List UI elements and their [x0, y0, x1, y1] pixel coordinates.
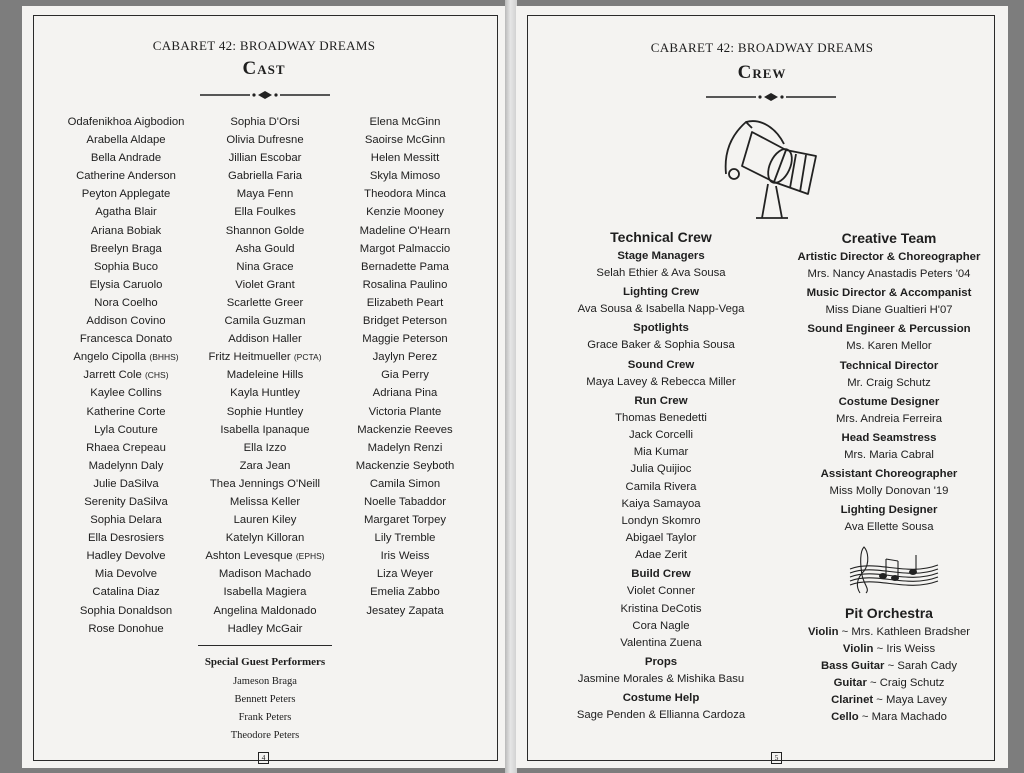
cast-member-name: Nora Coelho	[94, 296, 158, 309]
cast-member-name: Gia Perry	[381, 369, 429, 382]
cast-member	[52, 149, 200, 167]
cast-member	[330, 203, 480, 221]
cast-member	[52, 258, 200, 276]
page-number: 4	[258, 752, 269, 764]
cast-member-name: Mia Devolve	[94, 568, 158, 581]
ornament-divider-icon	[706, 92, 836, 102]
cast-member-name: Isabella Magiera	[223, 586, 307, 599]
role-title: Music Director & Accompanist	[806, 287, 972, 300]
cast-member	[190, 185, 340, 203]
cast-member	[190, 258, 340, 276]
cast-member-name: Shannon Golde	[225, 224, 305, 237]
cast-member-name: Addison Covino	[86, 315, 166, 328]
player: Mara Machado	[871, 711, 947, 724]
guest-performer: Bennett Peters	[234, 694, 296, 705]
cast-member	[52, 203, 200, 221]
crew-name: Grace Baker & Sophia Sousa	[587, 339, 735, 352]
cast-member-name: Camila Simon	[369, 477, 441, 490]
instrument: Cello	[831, 711, 859, 724]
role-title: Assistant Choreographer	[820, 468, 958, 481]
cast-member	[190, 493, 340, 511]
cast-member	[190, 529, 340, 547]
cast-member	[190, 457, 340, 475]
cast-member-name: Thea Jennings O'Neill	[209, 477, 321, 490]
cast-member	[330, 330, 480, 348]
cast-member-name: Gabriella Faria	[227, 170, 303, 183]
cast-member-name: Francesca Donato	[79, 333, 173, 346]
cast-member-name: Sophia Donaldson	[79, 604, 173, 617]
cast-member	[330, 457, 480, 475]
crew-name: Camila Rivera	[625, 480, 697, 493]
cast-member	[190, 602, 340, 620]
role-title: Costume Designer	[838, 395, 940, 408]
cast-member	[190, 167, 340, 185]
cast-member-name: Kaylee Collins	[90, 387, 162, 400]
cast-member-name: Iris Weiss	[380, 550, 430, 563]
crew-name: Kaiya Samayoa	[621, 497, 701, 510]
role-title: Technical Director	[839, 359, 939, 372]
crew-name: Ms. Karen Mellor	[846, 340, 932, 353]
cast-member-name: Hadley Devolve	[86, 550, 166, 563]
crew-name: Abigael Taylor	[625, 532, 697, 545]
cast-member	[190, 366, 340, 384]
cast-member-name: Violet Grant	[235, 278, 295, 291]
ornament-divider-icon	[200, 90, 330, 100]
player: Sarah Cady	[897, 660, 957, 673]
crew-name: Violet Conner	[626, 585, 696, 598]
cast-member	[190, 222, 340, 240]
cast-member	[52, 565, 200, 583]
show-title: CABARET 42: BROADWAY DREAMS	[152, 38, 376, 53]
cast-member	[52, 330, 200, 348]
cast-member-name: Madison Machado	[218, 568, 312, 581]
cast-member	[330, 131, 480, 149]
cast-member-name: Theodora Minca	[364, 188, 446, 201]
player: Mrs. Kathleen Bradsher	[851, 626, 971, 638]
cast-member-name: Peyton Applegate	[81, 188, 171, 201]
crew-name: Kristina DeCotis	[620, 602, 702, 615]
cast-member	[52, 167, 200, 185]
school-note: (PCTA)	[293, 352, 322, 363]
cast-member-name: Camila Guzman	[224, 315, 306, 328]
cast-member-name: Rose Donohue	[88, 622, 164, 635]
cast-member-name: Agatha Blair	[95, 206, 157, 219]
cast-member-name: Ella Foulkes	[234, 206, 296, 219]
crew-heading: Crew	[737, 62, 787, 83]
cast-column-3	[330, 113, 480, 620]
cast-member	[52, 583, 200, 601]
cast-member	[190, 312, 340, 330]
cast-member	[330, 493, 480, 511]
cast-member-name: Serenity DaSilva	[84, 495, 168, 508]
cast-member	[190, 403, 340, 421]
creative-heading: Creative Team	[841, 230, 937, 246]
cast-member-name: Elysia Caruolo	[89, 278, 163, 291]
cast-member	[330, 439, 480, 457]
cast-member	[52, 131, 200, 149]
show-title: CABARET 42: BROADWAY DREAMS	[650, 40, 874, 55]
cast-heading: Cast	[242, 58, 286, 79]
role-title: Stage Managers	[617, 250, 705, 262]
cast-member-name: Odafenikhoa Aigbodion	[67, 116, 185, 128]
cast-member	[52, 602, 200, 620]
cast-member-name: Bella Andrade	[90, 152, 162, 165]
crew-name: Ava Ellette Sousa	[844, 521, 934, 534]
cast-member	[52, 113, 200, 131]
cast-member-name: Jaylyn Perez	[372, 351, 438, 364]
cast-member	[330, 475, 480, 493]
player: Maya Lavey	[886, 694, 947, 707]
cast-member	[330, 185, 480, 203]
cast-member-name: Hadley McGair	[227, 622, 303, 635]
cast-member	[330, 312, 480, 330]
cast-member-name: Bridget Peterson	[362, 315, 448, 328]
cast-member	[52, 366, 200, 384]
cast-member-name: Bernadette Pama	[361, 260, 449, 273]
cast-member-name: Liza Weyer	[376, 568, 434, 581]
role-title: Run Crew	[634, 394, 688, 407]
cast-member	[52, 240, 200, 258]
role-title: Build Crew	[631, 568, 691, 581]
cast-member-name: Angelo Cipolla	[73, 351, 147, 364]
cast-member-name: Victoria Plante	[368, 405, 442, 418]
cast-member-name: Jarrett Cole	[83, 369, 142, 382]
crew-name: Miss Molly Donovan '19	[829, 485, 949, 498]
guest-performer: Frank Peters	[238, 712, 292, 723]
cast-member-name: Katherine Corte	[86, 405, 166, 418]
cast-member-name: Madelyn Renzi	[367, 441, 443, 454]
cast-member	[330, 547, 480, 565]
crew-name: Mrs. Maria Cabral	[844, 448, 934, 461]
left-page	[22, 6, 506, 768]
cast-member	[330, 149, 480, 167]
role-title: Sound Engineer & Percussion	[807, 323, 971, 336]
cast-member-name: Julie DaSilva	[93, 477, 159, 490]
spotlight-icon	[716, 114, 826, 222]
role-title: Artistic Director & Choreographer	[797, 251, 981, 263]
cast-member-name: Sophie Huntley	[226, 405, 304, 418]
cast-member-name: Rhaea Crepeau	[86, 441, 166, 454]
role-title: Props	[644, 656, 678, 669]
cast-member-name: Elizabeth Peart	[366, 296, 444, 309]
pit-member: Violin ~ Mrs. Kathleen Bradsher	[807, 626, 971, 638]
cast-member-name: Noelle Tabaddor	[363, 495, 447, 508]
cast-member-name: Skyla Mimoso	[369, 170, 441, 183]
crew-name: Ava Sousa & Isabella Napp-Vega	[577, 303, 745, 316]
music-notes-icon	[846, 541, 941, 596]
crew-name: Thomas Benedetti	[615, 411, 707, 424]
cast-member	[190, 348, 340, 366]
cast-member	[52, 620, 200, 638]
crew-name: Sage Penden & Ellianna Cardoza	[576, 709, 746, 722]
cast-member-name: Kayla Huntley	[230, 387, 300, 400]
cast-column-2	[190, 113, 340, 638]
cast-member-name: Ashton Levesque	[205, 550, 293, 563]
cast-member-name: Ella Desrosiers	[88, 532, 164, 545]
cast-member-name: Adriana Pina	[372, 387, 438, 400]
pit-orchestra-heading: Pit Orchestra	[845, 605, 933, 621]
cast-member	[190, 149, 340, 167]
cast-member	[52, 403, 200, 421]
cast-member	[330, 583, 480, 601]
cast-member-name: Katelyn Killoran	[225, 532, 305, 545]
technical-heading: Technical Crew	[610, 229, 712, 245]
spacer	[556, 725, 766, 727]
pit-member: Clarinet ~ Maya Lavey	[831, 694, 947, 707]
guest-performers-heading: Special Guest Performers	[204, 656, 326, 668]
cast-member	[330, 565, 480, 583]
crew-name: Selah Ethier & Ava Sousa	[596, 267, 726, 279]
cast-member	[52, 475, 200, 493]
cast-member-name: Jillian Escobar	[228, 152, 302, 165]
cast-member	[52, 529, 200, 547]
cast-member	[330, 167, 480, 185]
cast-member-name: Catherine Anderson	[76, 170, 176, 183]
crew-name: Cora Nagle	[632, 619, 690, 632]
cast-member-name: Maggie Peterson	[362, 333, 448, 346]
role-title: Sound Crew	[627, 358, 695, 371]
crew-name: Mr. Craig Schutz	[847, 376, 931, 389]
cast-member-name: Catalina Diaz	[92, 586, 160, 599]
crew-name: Valentina Zuena	[620, 637, 702, 649]
page-number: 5	[771, 752, 782, 764]
cast-member	[330, 529, 480, 547]
cast-member-name: Margaret Torpey	[363, 514, 447, 527]
cast-member	[330, 348, 480, 366]
pit-orchestra-section	[784, 603, 994, 727]
cast-member	[190, 421, 340, 439]
cast-member	[190, 384, 340, 402]
cast-member-name: Madelynn Daly	[88, 459, 164, 472]
cast-member-name: Angelina Maldonado	[213, 604, 317, 617]
cast-member	[330, 403, 480, 421]
role-title: Lighting Designer	[840, 504, 938, 517]
cast-member	[52, 348, 200, 366]
cast-member-name: Scarlette Greer	[226, 296, 304, 309]
cast-member	[330, 384, 480, 402]
cast-member-name: Mackenzie Seyboth	[355, 459, 455, 472]
cast-member-name: Elena McGinn	[369, 116, 441, 128]
cast-member-name: Addison Haller	[228, 333, 302, 346]
role-title: Lighting Crew	[623, 286, 699, 299]
divider	[198, 645, 332, 646]
crew-name: Maya Lavey & Rebecca Miller	[586, 375, 736, 388]
technical-crew-section	[556, 226, 766, 727]
guest-performers-list	[182, 673, 348, 745]
cast-column-1	[52, 113, 200, 638]
crew-name: Mrs. Andreia Ferreira	[835, 412, 943, 425]
cast-member-name: Fritz Heitmueller	[208, 351, 291, 364]
cast-member-name: Maya Fenn	[236, 188, 294, 201]
cast-member	[330, 366, 480, 384]
guest-performer: Jameson Braga	[233, 676, 297, 687]
instrument: Violin	[842, 643, 874, 656]
cast-member-name: Sophia D'Orsi	[230, 116, 300, 128]
cast-member	[190, 583, 340, 601]
cast-member-name: Helen Messitt	[370, 152, 440, 165]
cast-member-name: Jesatey Zapata	[366, 604, 444, 617]
player: Iris Weiss	[886, 643, 936, 656]
crew-name: Londyn Skomro	[621, 514, 701, 527]
cast-member-name: Mackenzie Reeves	[357, 423, 453, 436]
cast-member	[190, 203, 340, 221]
cast-member-name: Arabella Aldape	[86, 134, 166, 147]
cast-member	[52, 439, 200, 457]
instrument: Clarinet	[831, 694, 874, 707]
cast-member-name: Melissa Keller	[229, 495, 301, 508]
instrument: Guitar	[833, 677, 867, 690]
cast-member	[330, 240, 480, 258]
pit-member: Bass Guitar ~ Sarah Cady	[821, 660, 957, 673]
cast-member	[330, 421, 480, 439]
cast-member	[190, 276, 340, 294]
right-page	[516, 6, 1008, 768]
cast-member-name: Sophia Buco	[93, 260, 159, 273]
school-note: (BHHS)	[149, 352, 179, 363]
role-title: Head Seamstress	[841, 431, 937, 444]
crew-name: Miss Diane Gualtieri H'07	[825, 304, 953, 317]
cast-member	[52, 185, 200, 203]
cast-member	[52, 222, 200, 240]
role-title: Spotlights	[633, 322, 689, 335]
cast-member-name: Ella Izzo	[243, 441, 287, 454]
pit-member: Guitar ~ Craig Schutz	[833, 677, 945, 690]
cast-member-name: Sophia Delara	[90, 514, 162, 527]
cast-member-name: Madeleine Hills	[226, 369, 304, 382]
cast-member	[190, 294, 340, 312]
cast-member-name: Olivia Dufresne	[226, 134, 304, 147]
crew-name: Adae Zerit	[634, 549, 688, 562]
player: Craig Schutz	[879, 677, 945, 690]
crew-name: Mia Kumar	[633, 446, 689, 459]
cast-member	[52, 276, 200, 294]
cast-member-name: Lauren Kiley	[233, 514, 297, 527]
cast-member	[190, 113, 340, 131]
cast-member-name: Isabella Ipanaque	[220, 423, 310, 436]
cast-member	[330, 511, 480, 529]
cast-member	[190, 240, 340, 258]
cast-member	[190, 620, 340, 638]
school-note: (CHS)	[144, 370, 169, 381]
cast-member	[190, 547, 340, 565]
spacer	[784, 537, 994, 539]
cast-member	[330, 113, 480, 131]
cast-member	[330, 258, 480, 276]
role-title: Costume Help	[622, 692, 700, 705]
cast-member	[330, 294, 480, 312]
cast-member	[190, 565, 340, 583]
cast-member	[52, 493, 200, 511]
cast-member	[190, 330, 340, 348]
cast-member	[190, 511, 340, 529]
cast-member	[52, 421, 200, 439]
cast-member-name: Lily Tremble	[374, 532, 436, 545]
cast-member	[190, 131, 340, 149]
cast-member-name: Asha Gould	[235, 242, 295, 255]
cast-member	[52, 312, 200, 330]
instrument: Violin	[807, 626, 839, 638]
cast-member	[52, 457, 200, 475]
cast-member	[52, 294, 200, 312]
pit-member: Cello ~ Mara Machado	[831, 711, 947, 724]
cast-member	[52, 547, 200, 565]
cast-member-name: Kenzie Mooney	[366, 206, 444, 219]
crew-name: Jack Corcelli	[628, 428, 694, 441]
instrument: Bass Guitar	[821, 660, 885, 673]
cast-member-name: Margot Palmaccio	[359, 242, 451, 255]
cast-member-name: Saoirse McGinn	[364, 134, 446, 147]
cast-member-name: Breelyn Braga	[90, 242, 162, 255]
guest-performer: Theodore Peters	[230, 730, 300, 741]
cast-member	[190, 439, 340, 457]
cast-member-name: Nina Grace	[236, 260, 294, 273]
cast-member-name: Madeline O'Hearn	[359, 224, 451, 237]
cast-member	[190, 475, 340, 493]
cast-member-name: Zara Jean	[239, 459, 291, 472]
cast-member	[52, 384, 200, 402]
cast-member-name: Ariana Bobiak	[90, 224, 162, 237]
pit-member: Violin ~ Iris Weiss	[842, 643, 936, 656]
cast-member	[330, 222, 480, 240]
cast-member	[330, 276, 480, 294]
school-note: (EPHS)	[295, 551, 325, 562]
crew-name: Jasmine Morales & Mishika Basu	[577, 673, 745, 686]
cast-member	[330, 602, 480, 620]
cast-member-name: Lyla Couture	[94, 423, 158, 436]
cast-member	[52, 511, 200, 529]
crew-name: Mrs. Nancy Anastadis Peters '04	[807, 268, 971, 280]
cast-member-name: Rosalina Paulino	[362, 278, 448, 291]
cast-member-name: Emelia Zabbo	[370, 586, 440, 599]
creative-team-section	[784, 227, 994, 539]
crew-name: Julia Quijioc	[630, 463, 692, 476]
